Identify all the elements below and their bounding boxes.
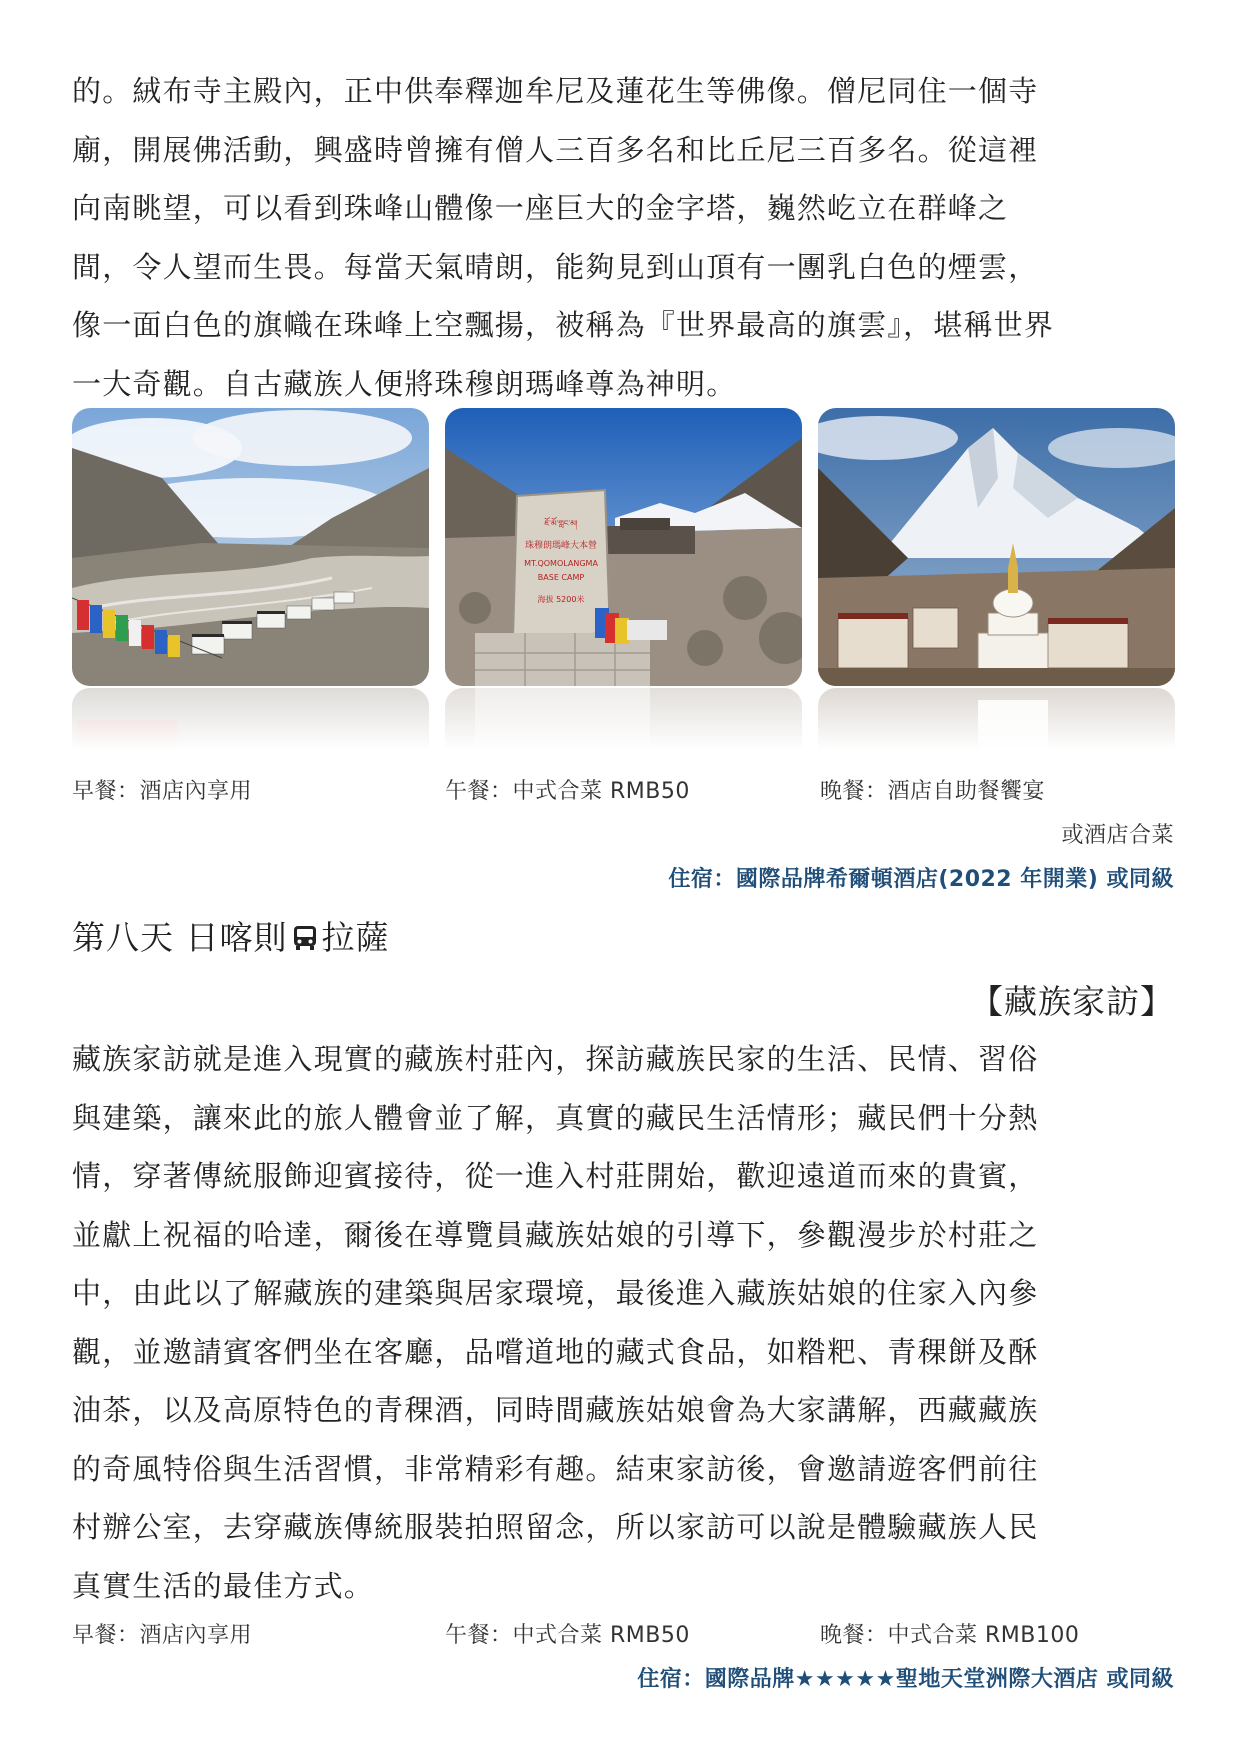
hotel-day7: 住宿：國際品牌希爾頓酒店(2022 年開業) 或同級 [668, 867, 1174, 892]
day8-title [72, 912, 390, 960]
day8-line: 並獻上祝福的哈達，爾後在導覽員藏族姑娘的引導下，參觀漫步於村莊之 [72, 1217, 1039, 1252]
monument-altitude-text: 海拔 5200米 [537, 595, 585, 604]
intro-line: 像一面白色的旗幟在珠峰上空飄揚，被稱為『世界最高的旗雲』，堪稱世界 [72, 308, 1055, 342]
photo-valley-reflection [72, 688, 429, 760]
section-title-home-visit: 【藏族家訪】 [970, 982, 1174, 1021]
day8-line: 觀，並邀請賓客們坐在客廳，品嚐道地的藏式食品，如糌粑、青稞餅及酥 [72, 1334, 1039, 1369]
photo-base-camp [445, 408, 802, 760]
meal-breakfast: 早餐：酒店內享用 [72, 1623, 253, 1648]
monument-cn-text: 珠穆朗瑪峰大本營 [524, 541, 598, 551]
day8-line: 油茶，以及高原特色的青稞酒，同時間藏族姑娘會為大家講解，西藏藏族 [72, 1393, 1039, 1427]
intro-line: 向南眺望，可以看到珠峰山體像一座巨大的金字塔，巍然屹立在群峰之 [72, 191, 1009, 225]
photo-everest-reflection [818, 688, 1175, 760]
photo-everest-stupa [818, 408, 1175, 760]
photo-base-camp-image [445, 408, 802, 686]
day8-title-suffix: 拉薩 [321, 918, 390, 957]
day8-paragraph [72, 1030, 1170, 1615]
day8-line: 真實生活的最佳方式。 [72, 1568, 375, 1603]
photo-base-camp-reflection [445, 688, 802, 760]
photo-valley-camp [72, 408, 429, 760]
photo-valley-image [72, 408, 429, 686]
intro-line: 廟，開展佛活動，興盛時曾擁有僧人三百多名和比丘尼三百多名。從這裡 [72, 132, 1039, 167]
meal-dinner: 晚餐：中式合菜 RMB100 [820, 1623, 1080, 1648]
meal-lunch: 午餐：中式合菜 RMB50 [445, 1623, 690, 1648]
day8-line: 藏族家訪就是進入現實的藏族村莊內，探訪藏族民家的生活、民情、習俗 [72, 1042, 1039, 1076]
meal-lunch: 午餐：中式合菜 RMB50 [445, 779, 690, 804]
hotel-day8: 住宿：國際品牌★★★★★聖地天堂洲際大酒店 或同級 [637, 1667, 1174, 1692]
day8-title-prefix: 第八天 日喀則 [72, 918, 288, 957]
day8-line: 與建築，讓來此的旅人體會並了解，真實的藏民生活情形；藏民們十分熱 [72, 1100, 1039, 1135]
intro-text [72, 62, 1170, 413]
photo-everest-image [818, 408, 1175, 686]
intro-line: 一大奇觀。自古藏族人便將珠穆朗瑪峰尊為神明。 [72, 366, 737, 401]
monument-en-text-2: BASE CAMP [537, 573, 585, 582]
photo-strip [72, 408, 1180, 758]
meal-dinner: 晚餐：酒店自助餐饗宴 [820, 779, 1046, 804]
bus-icon [292, 921, 318, 960]
day8-line: 情，穿著傳統服飾迎賓接待，從一進入村莊開始，歡迎遠道而來的貴賓， [72, 1159, 1039, 1193]
intro-line: 間，令人望而生畏。每當天氣晴朗，能夠見到山頂有一團乳白色的煙雲， [72, 249, 1039, 284]
day8-line: 中，由此以了解藏族的建築與居家環境，最後進入藏族姑娘的住家入內參 [72, 1276, 1039, 1310]
meal-breakfast: 早餐：酒店內享用 [72, 779, 253, 804]
intro-line: 的。絨布寺主殿內，正中供奉釋迦牟尼及蓮花生等佛像。僧尼同住一個寺 [72, 74, 1039, 108]
day8-line: 的奇風特俗與生活習慣，非常精彩有趣。結束家訪後，會邀請遊客們前往 [72, 1451, 1039, 1486]
day8-text [72, 1030, 1170, 1615]
meal-dinner-alt: 或酒店合菜 [1061, 823, 1174, 848]
monument-en-text: MT.QOMOLANGMA [524, 559, 598, 568]
intro-paragraph [72, 62, 1170, 413]
svg-text:ཇོ་མོ་གླང་མ།: ཇོ་མོ་གླང་མ། [544, 519, 578, 528]
day8-line: 村辦公室，去穿藏族傳統服裝拍照留念，所以家訪可以說是體驗藏族人民 [72, 1510, 1039, 1544]
